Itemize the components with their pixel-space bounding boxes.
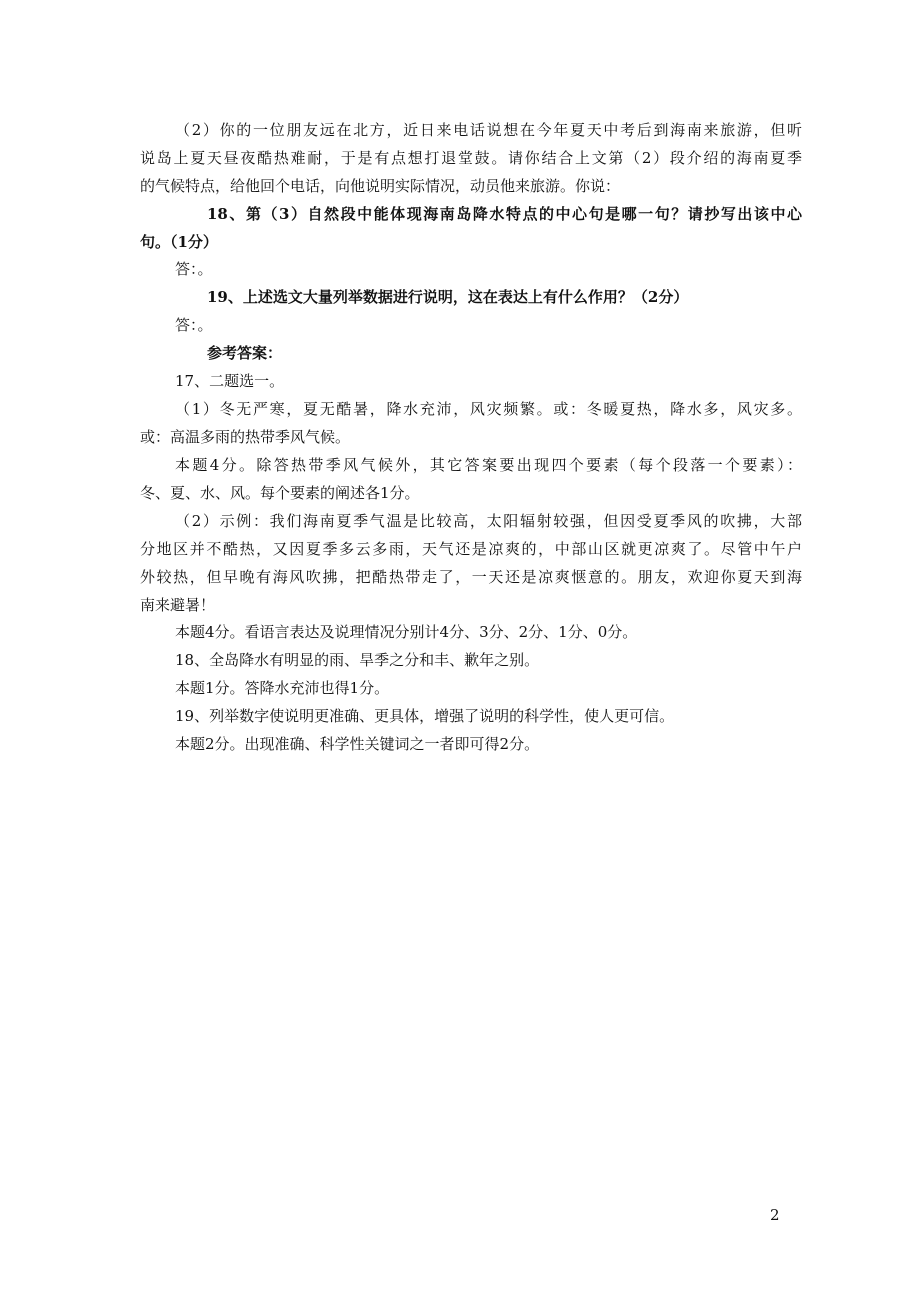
- question-17-2-line: 的气候特点，给他回个电话，向他说明实际情况，动员他来旅游。你说：: [140, 177, 621, 195]
- question-17-2-line: 说岛上夏天昼夜酷热难耐，于是有点想打退堂鼓。请你结合上文第（2）段介绍的海南夏季: [140, 149, 802, 167]
- answer-17-1-line: 或：高温多雨的热带季风气候。: [140, 428, 351, 446]
- answer-blank-19: 答：。: [175, 316, 213, 334]
- answer-17: 17、二题选一。: [175, 372, 285, 390]
- answer-17-2-line: （2）示例：我们海南夏季气温是比较高，太阳辐射较强，但因受夏季风的吹拂，大部: [175, 512, 802, 530]
- reference-answers-heading: 参考答案：: [207, 344, 283, 362]
- scoring-17-2: 本题4分。看语言表达及说理情况分别计4分、3分、2分、1分、0分。: [175, 623, 638, 641]
- answer-17-1-line: （1）冬无严寒，夏无酷暑，降水充沛，风灾频繁。或：冬暖夏热，降水多，风灾多。: [175, 400, 802, 418]
- scoring-17-1-line: 本题4分。除答热带季风气候外，其它答案要出现四个要素（每个段落一个要素）：: [175, 456, 802, 474]
- answer-blank-18: 答：。: [175, 260, 213, 278]
- question-18-line: 句。（1分）: [140, 233, 218, 251]
- question-18-line: 18、第（3）自然段中能体现海南岛降水特点的中心句是哪一句？请抄写出该中心: [207, 205, 802, 223]
- answer-17-2-line: 分地区并不酷热，又因夏季多云多雨，天气还是凉爽的，中部山区就更凉爽了。尽管中午户: [140, 540, 802, 558]
- question-19-line: 19、上述选文大量列举数据进行说明，这在表达上有什么作用？（2分）: [207, 288, 689, 306]
- scoring-17-1-line: 冬、夏、水、风。每个要素的阐述各1分。: [140, 484, 420, 502]
- answer-18: 18、全岛降水有明显的雨、旱季之分和丰、歉年之别。: [175, 651, 540, 669]
- answer-19: 19、列举数字使说明更准确、更具体，增强了说明的科学性，使人更可信。: [175, 707, 675, 725]
- scoring-19: 本题2分。出现准确、科学性关键词之一者即可得2分。: [175, 735, 540, 753]
- question-17-2-line: （2）你的一位朋友远在北方，近日来电话说想在今年夏天中考后到海南来旅游，但听: [175, 121, 802, 139]
- answer-17-2-line: 南来避暑！: [140, 596, 216, 614]
- scoring-18: 本题1分。答降水充沛也得1分。: [175, 679, 390, 697]
- page-number: 2: [770, 1206, 780, 1224]
- answer-17-2-line: 外较热，但早晚有海风吹拂，把酷热带走了，一天还是凉爽惬意的。朋友，欢迎你夏天到海: [140, 568, 802, 586]
